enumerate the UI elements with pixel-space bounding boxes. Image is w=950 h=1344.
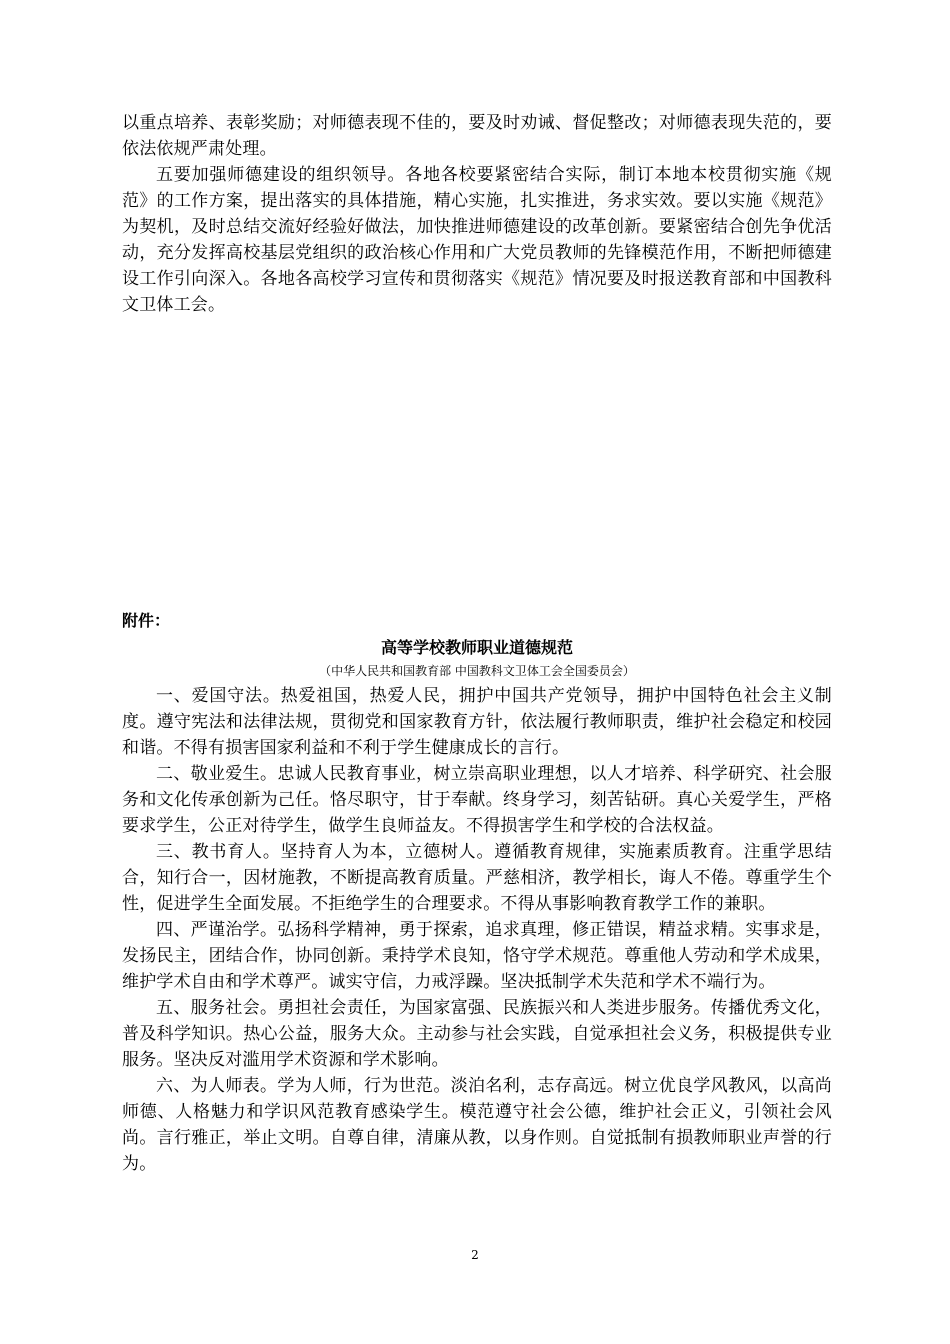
- paragraph-continuation: 以重点培养、表彰奖励；对师德表现不佳的，要及时劝诫、督促整改；对师德表现失范的，要依法依规严肃处理。: [122, 113, 832, 159]
- page-number: 2: [471, 1248, 479, 1262]
- article-social-service: 五、服务社会。勇担社会责任，为国家富强、民族振兴和人类进步服务。传播优秀文化，普及科学知识。热心公益，服务大众。主动参与社会实践，自觉承担社会义务，积极提供专业服务。坚决反对滥用学术资源和学术影响。: [122, 998, 832, 1070]
- article-dedication: 二、敬业爱生。忠诚人民教育事业，树立崇高职业理想，以人才培养、科学研究、社会服务和文化传承创新为己任。恪尽职守，甘于奉献。终身学习，刻苦钻研。真心关爱学生，严格要求学生，公正对待学生，做学生良师益友。不得损害学生和学校的合法权益。: [122, 764, 832, 836]
- appendix-title: 高等学校教师职业道德规范: [380, 638, 573, 657]
- notice-body: [122, 110, 832, 318]
- article-role-model: 六、为人师表。学为人师，行为世范。淡泊名利，志存高远。树立优良学风教风，以高尚师德、人格魅力和学识风范教育感染学生。模范遵守社会公德，维护社会正义，引领社会风尚。言行雅正，举止文明。自尊自律，清廉从教，以身作则。自觉抵制有损教师职业声誉的行为。: [122, 1076, 832, 1174]
- code-of-conduct-articles: [122, 683, 832, 1177]
- article-patriotism: 一、爱国守法。热爱祖国，热爱人民，拥护中国共产党领导，拥护中国特色社会主义制度。遵守宪法和法律法规，贯彻党和国家教育方针，依法履行教师职责，维护社会稳定和校园和谐。不得有损害国家利益和不利于学生健康成长的言行。: [122, 686, 832, 758]
- article-scholarship: 四、严谨治学。弘扬科学精神，勇于探索，追求真理，修正错误，精益求精。实事求是，发扬民主，团结合作，协同创新。秉持学术良知，恪守学术规范。尊重他人劳动和学术成果，维护学术自由和学术尊严。诚实守信，力戒浮躁。坚决抵制学术失范和学术不端行为。: [122, 920, 832, 992]
- paragraph-organization-leadership: 五要加强师德建设的组织领导。各地各校要紧密结合实际，制订本地本校贯彻实施《规范》的工作方案，提出落实的具体措施，精心实施，扎实推进，务求实效。要以实施《规范》为契机，及时总结交流好经验好做法，加快推进师德建设的改革创新。要紧密结合创先争优活动，充分发挥高校基层党组织的政治核心作用和广大党员教师的先锋模范作用，不断把师德建设工作引向深入。各地各高校学习宣传和贯彻落实《规范》情况要及时报送教育部和中国教科文卫体工会。: [122, 165, 832, 315]
- appendix-label: 附件：: [122, 611, 171, 630]
- appendix-issuer: （中华人民共和国教育部 中国教科文卫体工会全国委员会）: [319, 664, 635, 678]
- article-teaching: 三、教书育人。坚持育人为本，立德树人。遵循教育规律，实施素质教育。注重学思结合，知行合一，因材施教，不断提高教育质量。严慈相济，教学相长，诲人不倦。尊重学生个性，促进学生全面发展。不拒绝学生的合理要求。不得从事影响教育教学工作的兼职。: [122, 842, 832, 914]
